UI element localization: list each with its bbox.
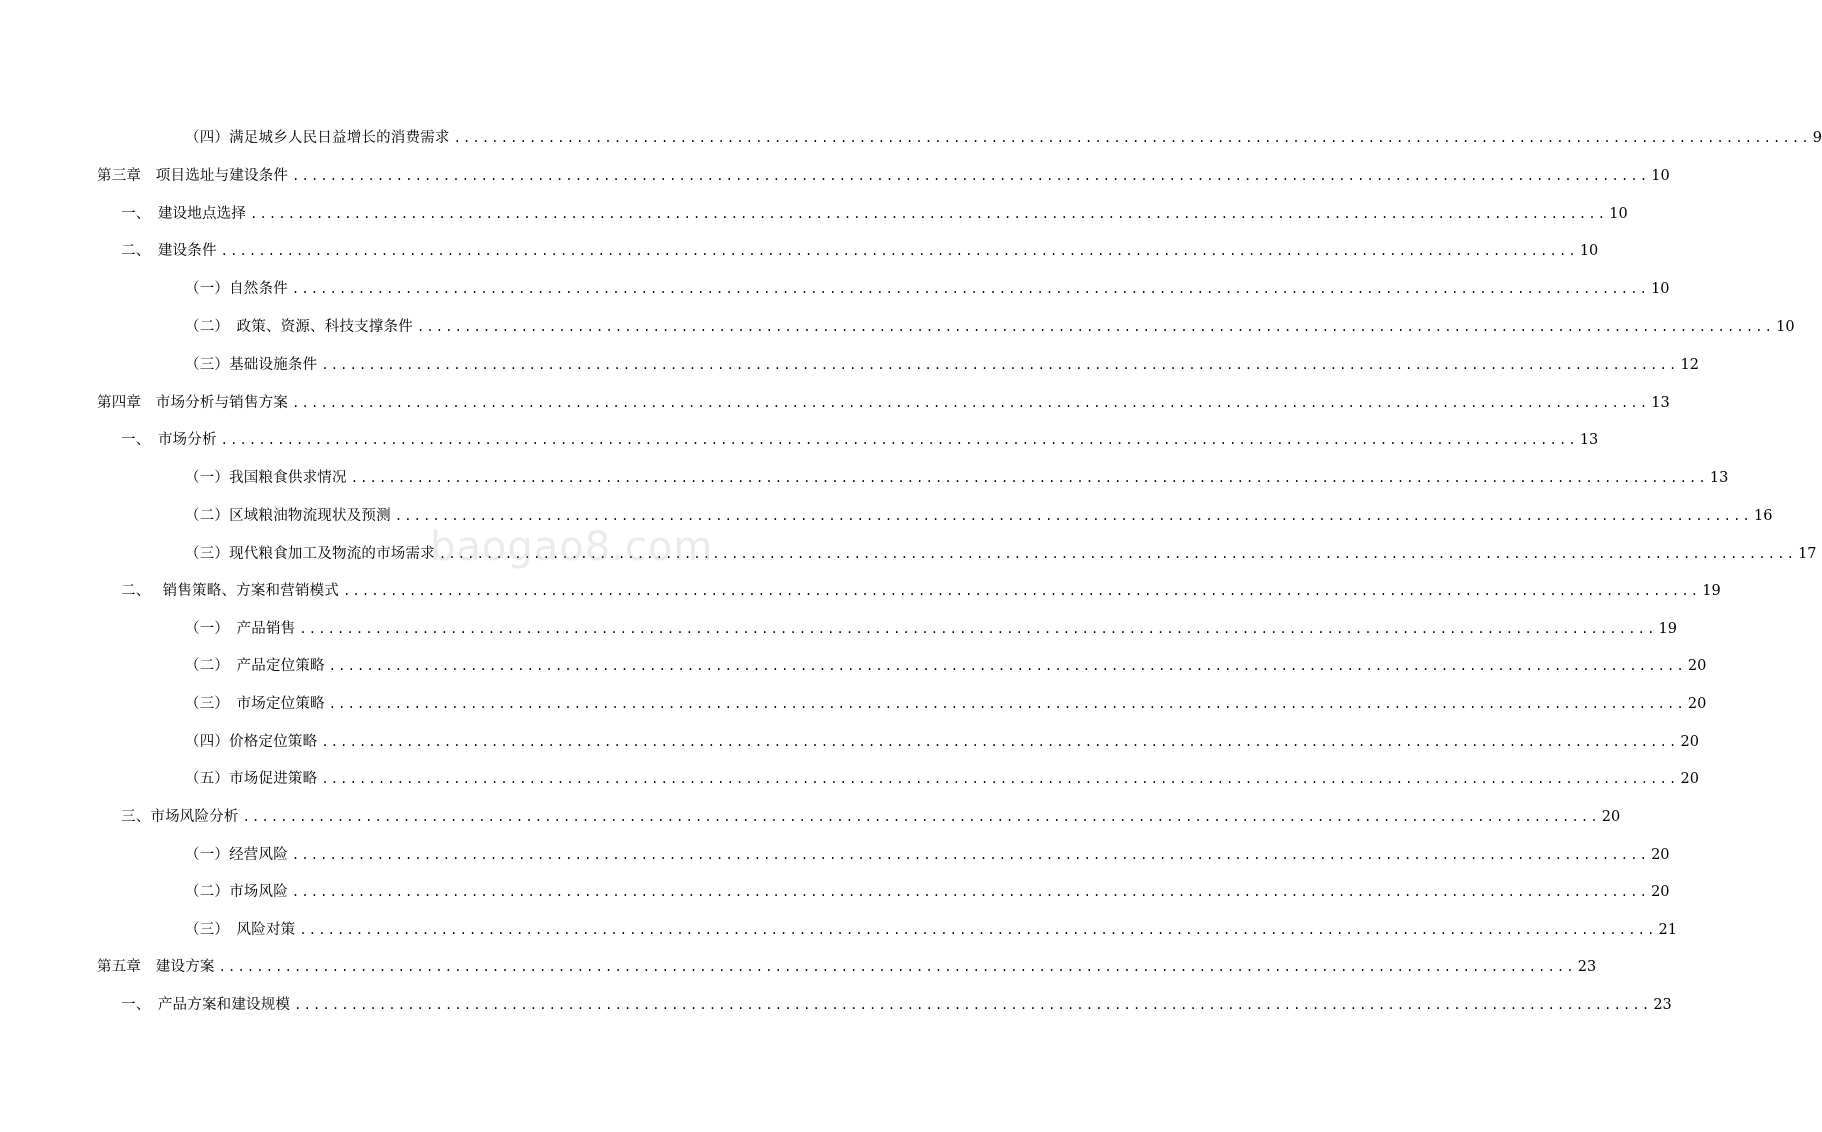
toc-entry[interactable] xyxy=(97,165,1670,187)
toc-dot-leader: ................................................................................................................................................ xyxy=(343,584,1701,598)
toc-entry-title: 二、 销售策略、方案和营销模式 xyxy=(121,583,340,599)
toc-dot-leader: ................................................................................................................................................ xyxy=(438,547,1797,561)
watermark-logo: baogao8.com xyxy=(430,524,714,570)
toc-entry-page: 17 xyxy=(1798,546,1817,562)
toc-entry-page: 19 xyxy=(1702,583,1721,599)
toc-entry-page: 16 xyxy=(1753,508,1773,524)
toc-entry[interactable] xyxy=(185,316,1795,338)
toc-entry-title: （二） 政策、资源、科技支撑条件 xyxy=(185,319,413,335)
toc-entry-page: 20 xyxy=(1687,658,1707,674)
toc-entry[interactable] xyxy=(121,203,1628,225)
toc-dot-leader: ................................................................................................................................................ xyxy=(453,131,1811,145)
toc-entry-page: 10 xyxy=(1609,206,1628,222)
toc-entry-title: （一）自然条件 xyxy=(185,281,288,297)
toc-entry[interactable] xyxy=(121,806,1621,828)
toc-dot-leader: ................................................................................................................................................ xyxy=(299,622,1657,636)
toc-entry-title: 一、 产品方案和建设规模 xyxy=(121,997,291,1013)
toc-dot-leader: ................................................................................................................................................ xyxy=(291,885,1650,899)
toc-entry-title: （二）市场风险 xyxy=(185,884,288,900)
toc-dot-leader: ................................................................................................................................................ xyxy=(321,358,1679,372)
toc-dot-leader: ................................................................................................................................................ xyxy=(350,471,1708,485)
toc-entry-title: （三） 市场定位策略 xyxy=(185,696,325,712)
toc-entry-page: 13 xyxy=(1651,395,1670,411)
toc-entry[interactable] xyxy=(185,919,1677,941)
toc-entry-page: 20 xyxy=(1601,809,1621,825)
toc-entry-page: 13 xyxy=(1709,470,1729,486)
toc-dot-leader: ................................................................................................................................................ xyxy=(218,960,1576,974)
toc-entry[interactable] xyxy=(185,543,1817,565)
toc-entry-title: （一）我国粮食供求情况 xyxy=(185,470,347,486)
toc-entry-page: 21 xyxy=(1658,922,1677,938)
toc-dot-leader: ................................................................................................................................................ xyxy=(220,433,1578,447)
toc-entry[interactable] xyxy=(185,693,1707,715)
toc-dot-leader: ................................................................................................................................................ xyxy=(292,396,1650,410)
toc-entry-page: 13 xyxy=(1579,432,1599,448)
toc-entry-title: （二） 产品定位策略 xyxy=(185,658,325,674)
toc-entry[interactable] xyxy=(185,467,1729,489)
toc-entry[interactable] xyxy=(185,768,1699,790)
toc-entry-title: （四）满足城乡人民日益增长的消费需求 xyxy=(185,130,450,146)
toc-entry-title: 第四章 市场分析与销售方案 xyxy=(97,395,289,411)
toc-entry[interactable] xyxy=(121,240,1599,262)
toc-entry[interactable] xyxy=(185,127,1822,149)
toc-dot-leader: ................................................................................................................................................ xyxy=(291,282,1650,296)
toc-entry-title: （一）经营风险 xyxy=(185,847,288,863)
toc-dot-leader: ................................................................................................................................................ xyxy=(321,772,1679,786)
toc-dot-leader: ................................................................................................................................................ xyxy=(220,244,1578,258)
toc-entry-page: 23 xyxy=(1653,997,1672,1013)
toc-entry-title: 二、 建设条件 xyxy=(121,243,217,259)
toc-dot-leader: ................................................................................................................................................ xyxy=(321,735,1679,749)
toc-dot-leader: ................................................................................................................................................ xyxy=(242,810,1600,824)
toc-entry-page: 19 xyxy=(1658,621,1677,637)
toc-entry-page: 12 xyxy=(1680,357,1699,373)
toc-entry-title: 一、 市场分析 xyxy=(121,432,217,448)
toc-entry[interactable] xyxy=(185,731,1699,753)
toc-entry-page: 20 xyxy=(1651,884,1670,900)
toc-entry-page: 10 xyxy=(1651,168,1670,184)
toc-entry[interactable] xyxy=(185,505,1773,527)
toc-entry[interactable] xyxy=(185,655,1707,677)
toc-dot-leader: ................................................................................................................................................ xyxy=(328,659,1686,673)
toc-entry[interactable] xyxy=(121,994,1672,1016)
toc-entry[interactable] xyxy=(121,580,1721,602)
toc-entry[interactable] xyxy=(185,618,1677,640)
toc-dot-leader: ................................................................................................................................................ xyxy=(394,509,1752,523)
toc-dot-leader: ................................................................................................................................................ xyxy=(291,848,1650,862)
toc-dot-leader: ................................................................................................................................................ xyxy=(416,320,1775,334)
toc-entry-page: 10 xyxy=(1579,243,1599,259)
toc-entry-page: 20 xyxy=(1687,696,1707,712)
toc-entry-page: 20 xyxy=(1680,734,1699,750)
toc-entry[interactable] xyxy=(121,429,1599,451)
toc-entry-page: 23 xyxy=(1577,959,1597,975)
toc-entry-page: 10 xyxy=(1651,281,1670,297)
toc-entry[interactable] xyxy=(185,844,1670,866)
toc-dot-leader: ................................................................................................................................................ xyxy=(294,998,1652,1012)
toc-dot-leader: ................................................................................................................................................ xyxy=(250,207,1608,221)
toc-entry-title: 第五章 建设方案 xyxy=(97,959,215,975)
toc-entry[interactable] xyxy=(185,278,1670,300)
toc-entry-title: 三、市场风险分析 xyxy=(121,809,239,825)
toc-entry-page: 20 xyxy=(1680,771,1699,787)
toc-entry-title: （三）现代粮食加工及物流的市场需求 xyxy=(185,546,435,562)
toc-dot-leader: ................................................................................................................................................ xyxy=(328,697,1686,711)
toc-entry[interactable] xyxy=(185,354,1699,376)
toc-entry-title: （三） 风险对策 xyxy=(185,922,296,938)
toc-entry[interactable] xyxy=(97,392,1670,414)
toc-dot-leader: ................................................................................................................................................ xyxy=(292,169,1650,183)
toc-entry-page: 9 xyxy=(1812,130,1822,146)
toc-entry[interactable] xyxy=(97,956,1597,978)
toc-entry-title: 第三章 项目选址与建设条件 xyxy=(97,168,289,184)
toc-entry-title: （二）区域粮油物流现状及预测 xyxy=(185,508,391,524)
toc-entry-page: 10 xyxy=(1776,319,1795,335)
toc-dot-leader: ................................................................................................................................................ xyxy=(299,923,1657,937)
toc-entry[interactable] xyxy=(185,881,1670,903)
toc-entry-title: （一） 产品销售 xyxy=(185,621,296,637)
toc-entry-title: （五）市场促进策略 xyxy=(185,771,318,787)
toc-entry-title: （四）价格定位策略 xyxy=(185,734,318,750)
toc-entry-title: （三）基础设施条件 xyxy=(185,357,318,373)
toc-entry-page: 20 xyxy=(1651,847,1670,863)
toc-entry-title: 一、 建设地点选择 xyxy=(121,206,247,222)
